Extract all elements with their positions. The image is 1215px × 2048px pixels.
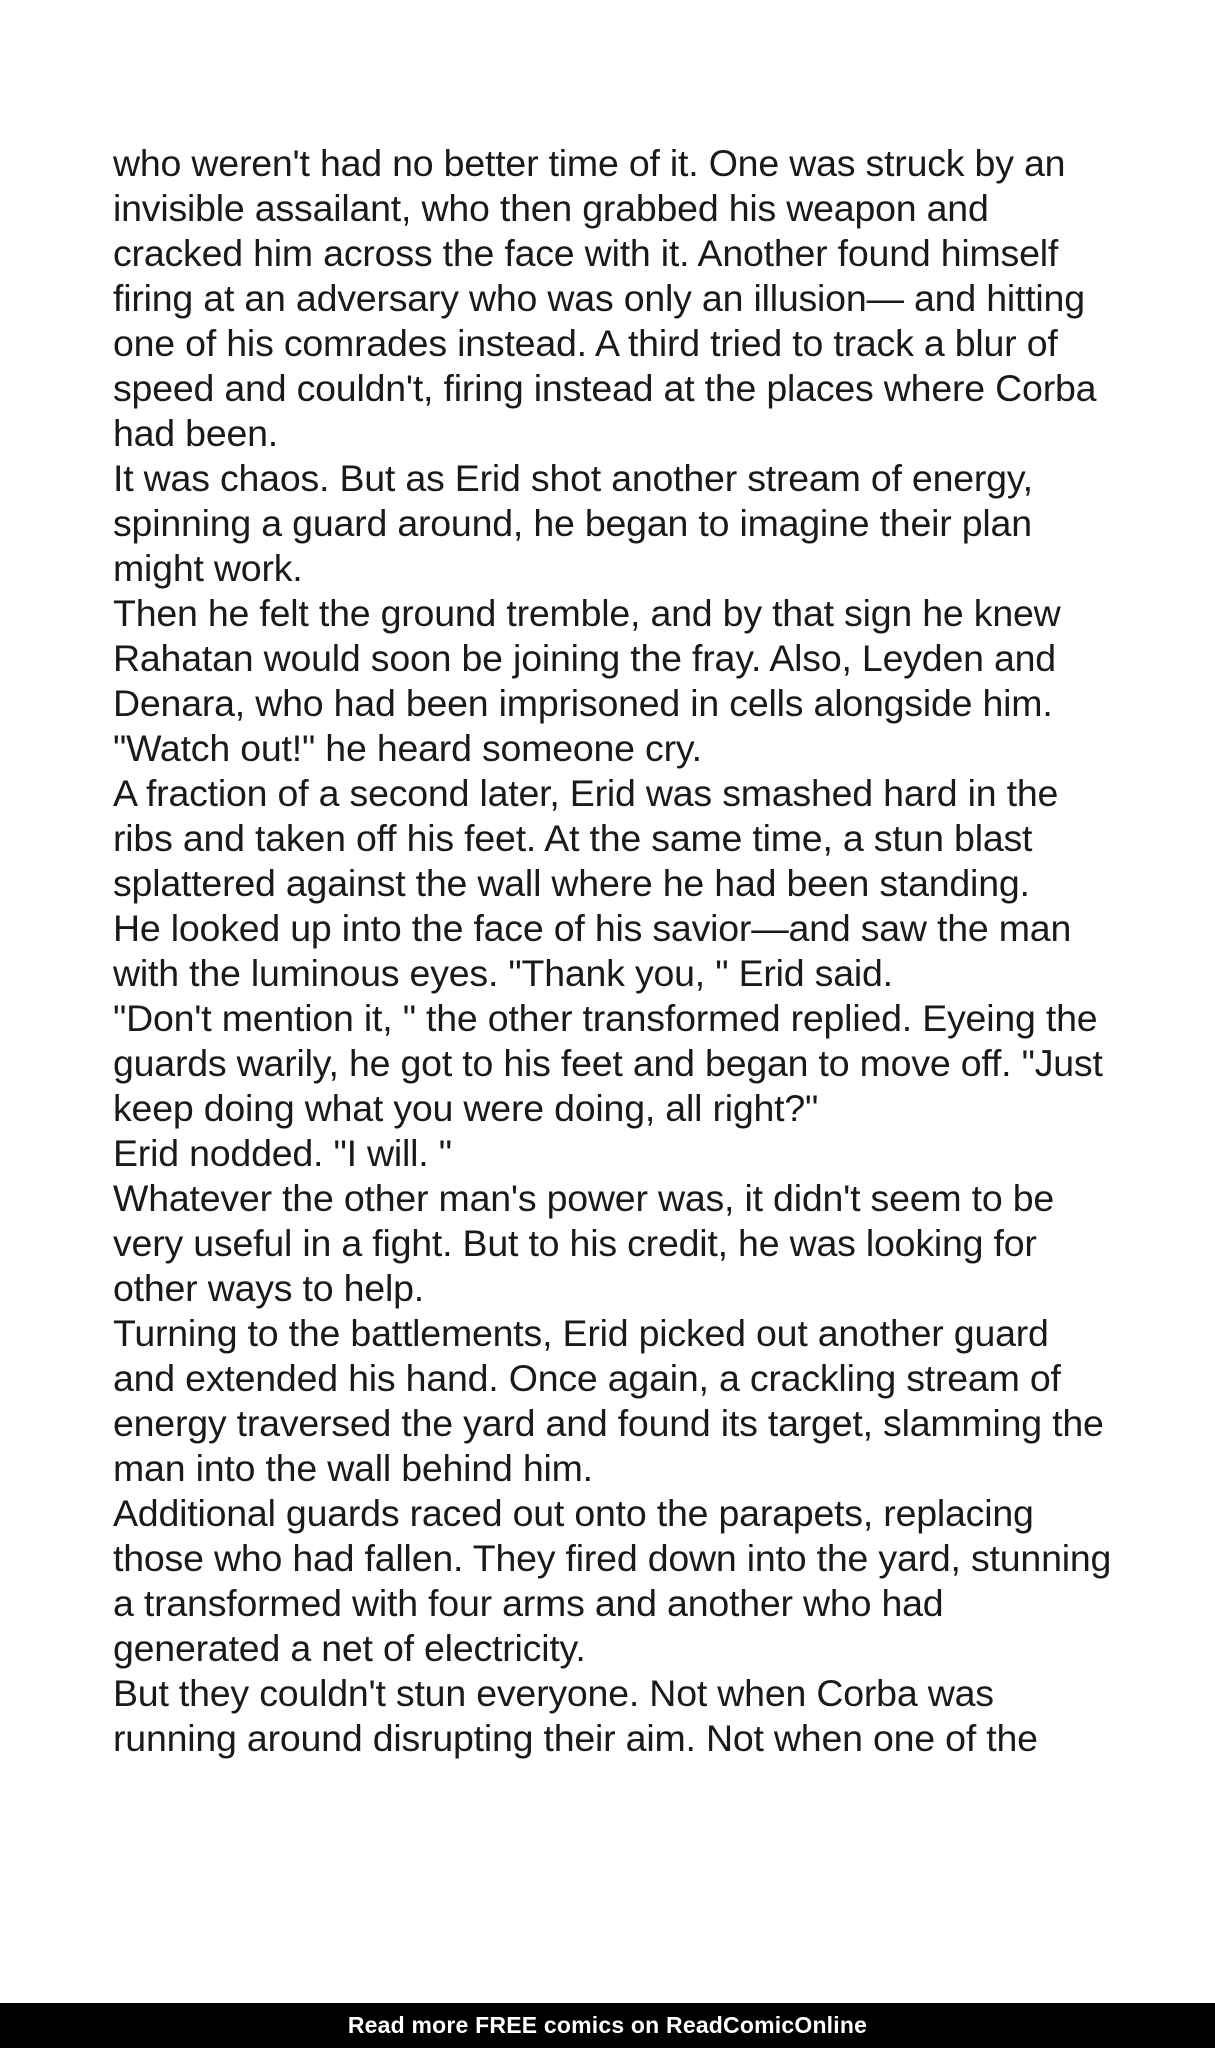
paragraph: "Don't mention it, " the other transformed replied. Eyeing the guards warily, he got to his feet and began to move off. "Just keep doing what you were doing, all right?" <box>113 997 1103 1129</box>
paragraph: Then he felt the ground tremble, and by that sign he knew Rahatan would soon be joining the fray. Also, Leyden and Denara, who had been imprisoned in cells alongside him. <box>113 592 1061 724</box>
story-text-block <box>113 141 1113 1761</box>
paragraph: Erid nodded. "I will. " <box>113 1132 452 1174</box>
paragraph: But they couldn't stun everyone. Not when Corba was running around disrupting their aim. Not when one of the <box>113 1672 1038 1759</box>
paragraph: A fraction of a second later, Erid was smashed hard in the ribs and taken off his feet. At the same time, a stun blast splattered against the wall where he had been standing. <box>113 772 1059 904</box>
paragraph: "Watch out!" he heard someone cry. <box>113 727 702 769</box>
footer-banner[interactable] <box>0 2003 1215 2048</box>
paragraph: He looked up into the face of his savior—and saw the man with the luminous eyes. "Thank you, " Erid said. <box>113 907 1072 994</box>
paragraph: Turning to the battlements, Erid picked out another guard and extended his hand. Once again, a crackling stream of energy traversed the yard and found its target, slamming the man into the wall behind him. <box>113 1312 1104 1489</box>
paragraph: Additional guards raced out onto the parapets, replacing those who had fallen. They fired down into the yard, stunning a transformed with four arms and another who had generated a net of electricity. <box>113 1492 1112 1669</box>
footer-banner-text[interactable]: Read more FREE comics on ReadComicOnline <box>347 2012 868 2038</box>
paragraph: It was chaos. But as Erid shot another stream of energy, spinning a guard around, he began to imagine their plan might work. <box>113 457 1033 589</box>
paragraph: Whatever the other man's power was, it didn't seem to be very useful in a fight. But to his credit, he was looking for other ways to help. <box>113 1177 1055 1309</box>
paragraph: who weren't had no better time of it. One was struck by an invisible assailant, who then grabbed his weapon and cracked him across the face with it. Another found himself firing at an adversary who was only an illusion— and hitting one of his comrades instead. A third tried to track a blur of speed and couldn't, firing instead at the places where Corba had been. <box>113 142 1097 454</box>
